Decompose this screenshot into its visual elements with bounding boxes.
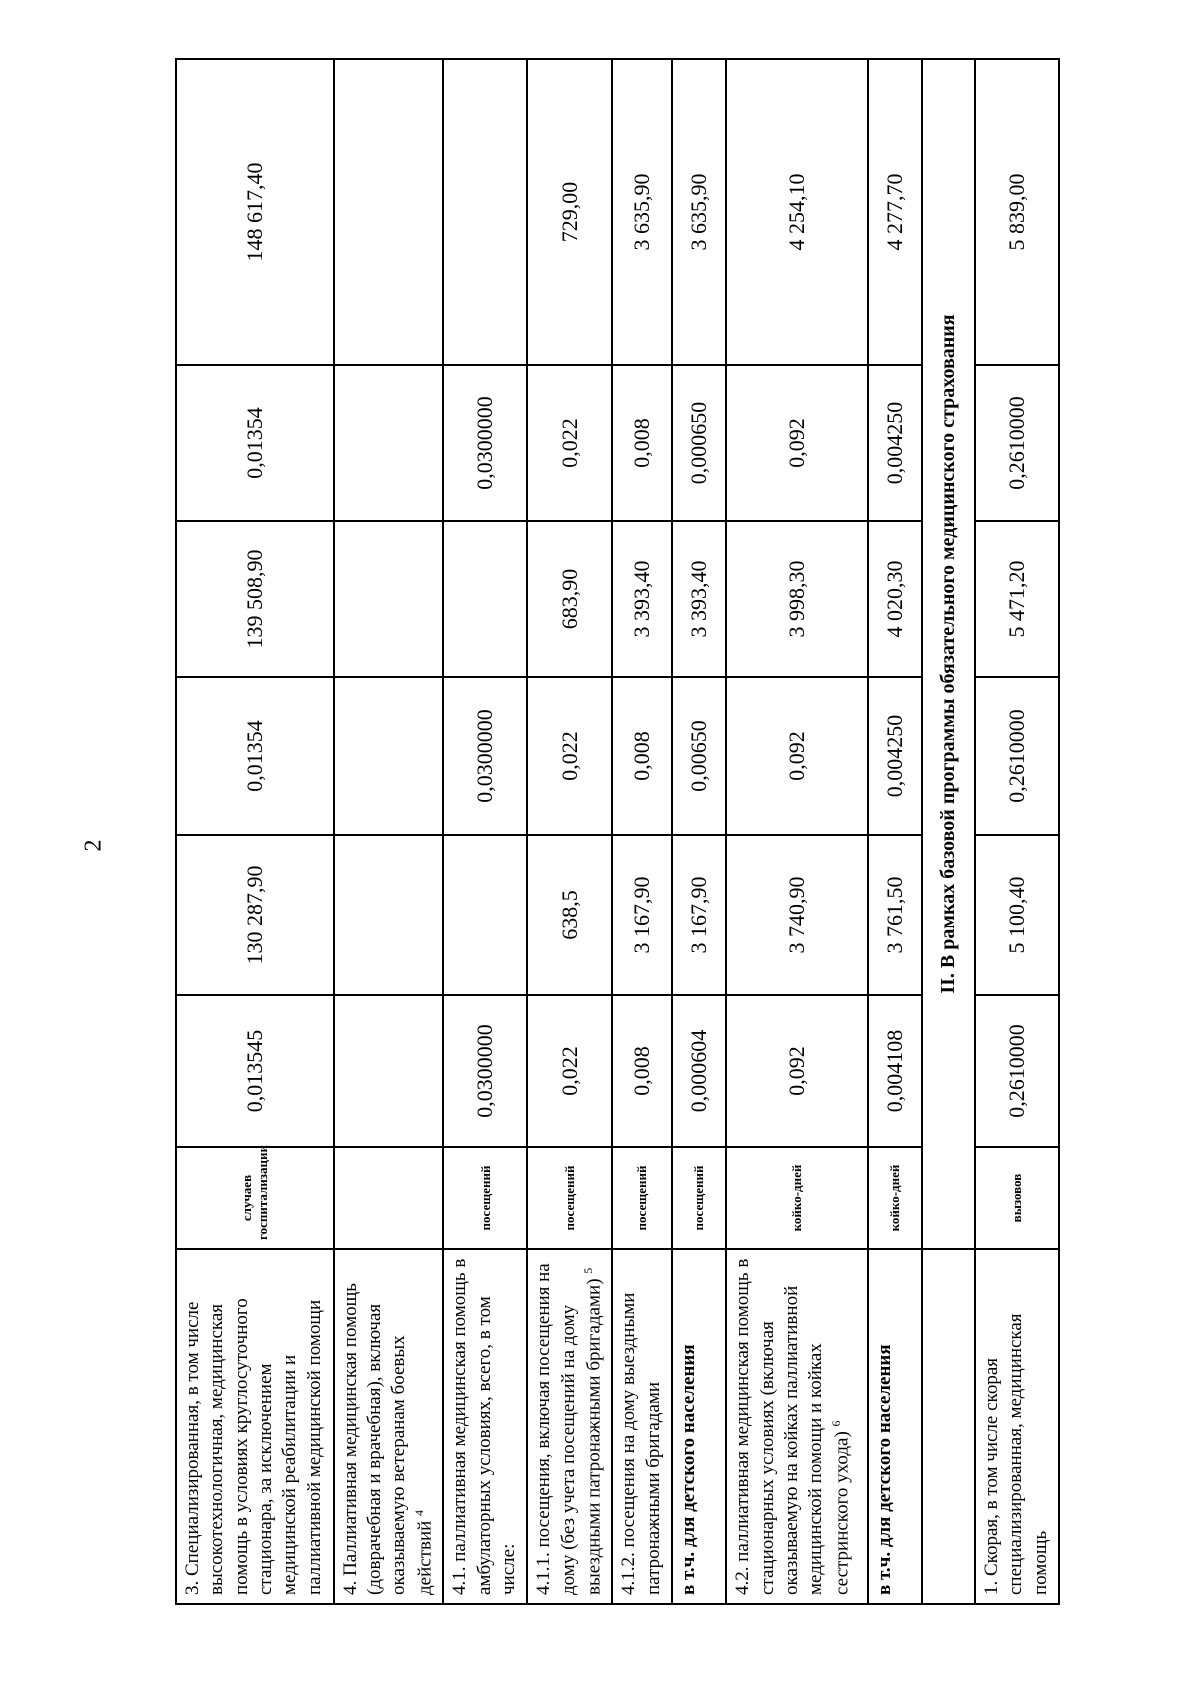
- value-cell: 683,90: [527, 521, 612, 677]
- value-cell: 0,0300000: [443, 677, 527, 835]
- value-cell: 638,5: [527, 835, 612, 995]
- value-cell: 3 635,90: [672, 59, 727, 365]
- value-cell: [443, 835, 527, 995]
- section-spacer-cell: [922, 1249, 975, 1604]
- section-title: II. В рамках базовой программы обязательного медицинского страхования: [922, 59, 975, 1249]
- value-cell: 3 740,90: [726, 835, 868, 995]
- row-description-text: 4.2. паллиативная медицинская помощь в стационарных условиях (включая оказываемую на койках паллиативной медицинской помощи и койках сестринского ухода): [732, 1258, 852, 1595]
- row-unit: посещений: [443, 1147, 527, 1249]
- row-unit: посещений: [612, 1147, 671, 1249]
- row-description-text: в т.ч. для детского населения: [873, 1344, 895, 1595]
- row-description-text: 4.1.2. посещения на дому выездными патронажными бригадами: [618, 1292, 664, 1595]
- value-cell: [334, 59, 444, 365]
- footnote-mark: 5: [580, 1267, 595, 1274]
- table-row: [726, 59, 868, 1604]
- value-cell: 0,022: [527, 365, 612, 521]
- row-unit: вызовов: [975, 1147, 1059, 1249]
- row-description: [527, 1249, 612, 1604]
- value-cell: 3 998,30: [726, 521, 868, 677]
- row-unit: посещений: [527, 1147, 612, 1249]
- row-description: [443, 1249, 527, 1604]
- row-description: [176, 1249, 334, 1604]
- value-cell: 0,2610000: [975, 995, 1059, 1147]
- row-description: [868, 1249, 923, 1604]
- row-description: [612, 1249, 671, 1604]
- value-cell: 0,0300000: [443, 365, 527, 521]
- row-description-text: 4. Паллиативная медицинская помощь (доврачебная и врачебная), включая оказываемую ветеранам боевых действий: [339, 1283, 435, 1595]
- value-cell: 3 635,90: [612, 59, 671, 365]
- value-cell: 3 393,40: [612, 521, 671, 677]
- row-unit: [334, 1147, 444, 1249]
- row-description-text: 4.1.1. посещения, включая посещения на дому (без учета посещений на дому выездными патронажными бригадами): [533, 1263, 605, 1595]
- value-cell: 0,092: [726, 365, 868, 521]
- value-cell: 0,000650: [672, 365, 727, 521]
- row-unit: случаев госпитализации: [176, 1147, 334, 1249]
- row-description-text: 4.1. паллиативная медицинская помощь в амбулаторных условиях, всего, в том числе:: [449, 1258, 520, 1595]
- value-cell: 5 839,00: [975, 59, 1059, 365]
- value-cell: 3 167,90: [672, 835, 727, 995]
- table-row: [975, 59, 1059, 1604]
- table-row: [672, 59, 727, 1604]
- value-cell: 0,01354: [176, 365, 334, 521]
- rotated-table-container: [175, 60, 1060, 1605]
- row-unit: посещений: [672, 1147, 727, 1249]
- value-cell: 130 287,90: [176, 835, 334, 995]
- value-cell: 0,092: [726, 995, 868, 1147]
- table-row: [443, 59, 527, 1604]
- value-cell: 0,01354: [176, 677, 334, 835]
- value-cell: 4 254,10: [726, 59, 868, 365]
- value-cell: 0,000604: [672, 995, 727, 1147]
- value-cell: [334, 365, 444, 521]
- norms-table: [175, 58, 1060, 1605]
- value-cell: 5 471,20: [975, 521, 1059, 677]
- value-cell: [334, 521, 444, 677]
- table-row: [176, 59, 334, 1604]
- table-row: [527, 59, 612, 1604]
- value-cell: 0,008: [612, 365, 671, 521]
- value-cell: 0,008: [612, 677, 671, 835]
- row-description: [672, 1249, 727, 1604]
- value-cell: 0,022: [527, 995, 612, 1147]
- table-row: [334, 59, 444, 1604]
- value-cell: [334, 677, 444, 835]
- value-cell: 0,2610000: [975, 365, 1059, 521]
- section-row: [922, 59, 975, 1604]
- value-cell: [443, 521, 527, 677]
- value-cell: [443, 59, 527, 365]
- value-cell: 4 020,30: [868, 521, 923, 677]
- value-cell: 0,004250: [868, 677, 923, 835]
- row-description-text: в т.ч. для детского населения: [677, 1344, 699, 1595]
- value-cell: [334, 835, 444, 995]
- value-cell: 0,004108: [868, 995, 923, 1147]
- value-cell: 0,008: [612, 995, 671, 1147]
- value-cell: 0,013545: [176, 995, 334, 1147]
- value-cell: 0,0300000: [443, 995, 527, 1147]
- table-row: [612, 59, 671, 1604]
- row-unit: койко-дней: [726, 1147, 868, 1249]
- footnote-mark: 4: [411, 1509, 426, 1516]
- table-row: [868, 59, 923, 1604]
- row-unit: койко-дней: [868, 1147, 923, 1249]
- value-cell: [334, 995, 444, 1147]
- value-cell: 0,004250: [868, 365, 923, 521]
- footnote-mark: 6: [828, 1420, 843, 1427]
- value-cell: 3 761,50: [868, 835, 923, 995]
- row-description-text: 3. Специализированная, в том числе высокотехнологичная, медицинская помощь в условиях круглосуточного стационара, за исключением медицинской реабилитации и паллиативной медицинской помощи: [182, 1298, 325, 1595]
- value-cell: 3 167,90: [612, 835, 671, 995]
- value-cell: 5 100,40: [975, 835, 1059, 995]
- row-description: [726, 1249, 868, 1604]
- value-cell: 148 617,40: [176, 59, 334, 365]
- row-description: 1. Скорая, в том числе скорая специализированная, медицинская помощь: [975, 1249, 1059, 1604]
- value-cell: 0,092: [726, 677, 868, 835]
- value-cell: 139 508,90: [176, 521, 334, 677]
- page-number: 2: [80, 839, 107, 852]
- value-cell: 3 393,40: [672, 521, 727, 677]
- value-cell: 729,00: [527, 59, 612, 365]
- value-cell: 0,00650: [672, 677, 727, 835]
- row-description: [334, 1249, 444, 1604]
- value-cell: 0,022: [527, 677, 612, 835]
- value-cell: 4 277,70: [868, 59, 923, 365]
- value-cell: 0,2610000: [975, 677, 1059, 835]
